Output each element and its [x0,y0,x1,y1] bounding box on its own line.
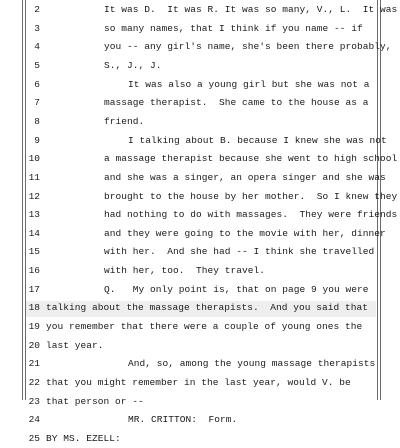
line-text: It was D. It was R. It was so many, V., L. It was [104,4,398,15]
line-text: that you might remember in the last year, would V. be [46,377,351,388]
line-text: with her. And she had -- I think she travelled [104,246,375,258]
line-text: friend. [104,115,145,127]
transcript-line [0,429,400,448]
transcript-line [0,149,400,168]
line-number: 20 [28,339,40,351]
line-number: 7 [34,97,40,109]
line-number: 15 [28,246,40,258]
line-number: 11 [28,171,40,183]
line-text: Q. My only point is, that on page 9 you were [104,283,369,295]
transcript-line [0,261,400,280]
line-text: last year. [46,339,104,351]
transcript-line [0,131,400,150]
transcript-line [0,392,400,411]
line-number: 8 [34,115,40,127]
line-number: 13 [28,209,40,221]
line-text: and she was a singer, an opera singer and she was [104,171,386,183]
transcript-line [0,224,400,243]
line-number: 19 [28,321,40,333]
line-number: 17 [28,283,40,295]
transcript-line [0,373,400,392]
line-number: 10 [28,153,40,165]
transcript-line [0,37,400,56]
transcript-line [0,112,400,131]
line-number: 3 [34,22,40,34]
line-number: 12 [28,190,40,202]
line-number: 5 [34,59,40,71]
line-text: BY MS. EZELL: [46,432,121,444]
line-text: massage therapist. She came to the house as a [104,97,369,109]
line-number: 2 [34,4,40,15]
line-text: It was also a young girl but she was not a [128,78,370,90]
line-number: 9 [34,134,40,146]
line-number: 25 [28,432,40,444]
line-text: S., J., J. [104,59,162,71]
line-text: you remember that there were a couple of young ones the [46,321,363,333]
transcript-line [0,242,400,261]
line-text: I talking about B. because I knew she was not [128,134,387,146]
transcript-line [0,187,400,206]
line-text: you -- any girl's name, she's been there probably, [104,41,392,53]
transcript-line [0,298,400,317]
line-text: that person or -- [46,395,144,407]
line-number: 18 [28,302,40,314]
line-text: talking about the massage therapists. And you said that [46,302,369,314]
line-text: And, so, among the young massage therapists [128,358,376,370]
line-text: with her, too. They travel. [104,265,266,277]
transcript-line [0,354,400,373]
line-number: 21 [28,358,40,370]
transcript-line [0,75,400,94]
line-number: 16 [28,265,40,277]
transcript-line [0,19,400,38]
transcript-line [0,0,400,19]
line-text: MR. CRITTON: Form. [128,414,238,426]
line-text: had nothing to do with massages. They were friends [104,209,398,221]
line-number: 23 [28,395,40,407]
transcript-line [0,410,400,429]
line-text: so many names, that I think if you name -- if [104,22,363,34]
transcript-line [0,205,400,224]
transcript-line [0,56,400,75]
line-number: 6 [34,78,40,90]
line-text: brought to the house by her mother. So I knew they [104,190,398,202]
line-number: 14 [28,227,40,239]
line-number: 24 [28,414,40,426]
line-text: a massage therapist because she went to high school [104,153,398,165]
transcript-line [0,336,400,355]
line-number: 4 [34,41,40,53]
transcript-line [0,168,400,187]
transcript-line [0,280,400,299]
transcript-line [0,93,400,112]
line-number: 22 [28,377,40,388]
line-text: and they were going to the movie with her, dinner [104,227,386,239]
transcript-line [0,317,400,336]
